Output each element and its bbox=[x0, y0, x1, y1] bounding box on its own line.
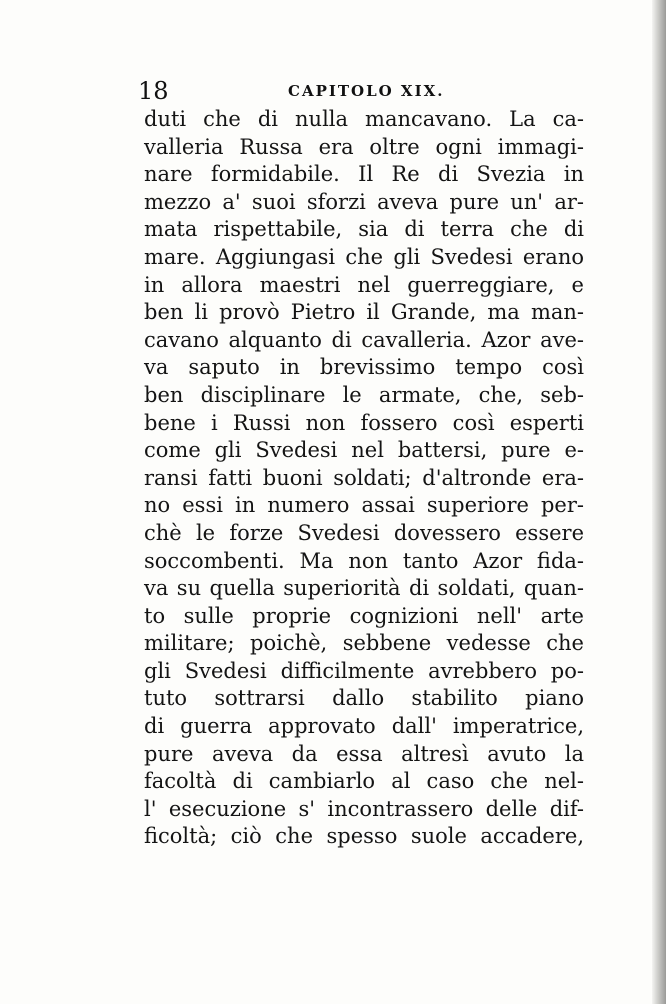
body-text bbox=[144, 106, 584, 851]
text-line: to sulle proprie cognizioni nell' arte bbox=[144, 603, 584, 628]
text-line: in allora maestri nel guerreggiare, e bbox=[144, 272, 584, 297]
text-line: ficoltà; ciò che spesso suole accadere, bbox=[144, 824, 584, 849]
text-line: ben disciplinare le armate, che, seb- bbox=[144, 382, 584, 407]
text-line: tuto sottrarsi dallo stabilito piano bbox=[144, 686, 584, 711]
text-line: va su quella superiorità di soldati, quan- bbox=[144, 576, 584, 601]
text-line: bene i Russi non fossero così esperti bbox=[144, 410, 584, 435]
text-line: come gli Svedesi nel battersi, pure e- bbox=[144, 438, 584, 463]
chapter-title: CAPITOLO XIX. bbox=[288, 82, 445, 100]
text-line: di guerra approvato dall' imperatrice, bbox=[144, 714, 584, 739]
text-line: nare formidabile. Il Re di Svezia in bbox=[144, 162, 584, 187]
text-line: no essi in numero assai superiore per- bbox=[144, 493, 584, 518]
page-gutter-shadow bbox=[652, 0, 666, 1004]
text-line: soccombenti. Ma non tanto Azor fida- bbox=[144, 548, 584, 573]
text-line: mata rispettabile, sia di terra che di bbox=[144, 217, 584, 242]
running-head bbox=[138, 76, 588, 106]
text-line: chè le forze Svedesi dovessero essere bbox=[144, 520, 584, 545]
text-line: l' esecuzione s' incontrassero delle dif- bbox=[144, 796, 584, 821]
text-line: ben li provò Pietro il Grande, ma man- bbox=[144, 300, 584, 325]
text-line: pure aveva da essa altresì avuto la bbox=[144, 741, 584, 766]
text-line: duti che di nulla mancavano. La ca- bbox=[144, 107, 584, 131]
text-line: facoltà di cambiarlo al caso che nel- bbox=[144, 769, 584, 794]
text-line: gli Svedesi difficilmente avrebbero po- bbox=[144, 658, 584, 683]
page-number: 18 bbox=[138, 77, 169, 105]
text-line: cavano alquanto di cavalleria. Azor ave- bbox=[144, 327, 584, 352]
text-line: militare; poichè, sebbene vedesse che bbox=[144, 631, 584, 656]
text-line: ransi fatti buoni soldati; d'altronde era- bbox=[144, 465, 584, 490]
text-line: va saputo in brevissimo tempo così bbox=[144, 355, 584, 380]
text-line: valleria Russa era oltre ogni immagi- bbox=[144, 134, 584, 159]
text-line: mezzo a' suoi sforzi aveva pure un' ar- bbox=[144, 189, 584, 214]
text-line: mare. Aggiungasi che gli Svedesi erano bbox=[144, 244, 584, 269]
